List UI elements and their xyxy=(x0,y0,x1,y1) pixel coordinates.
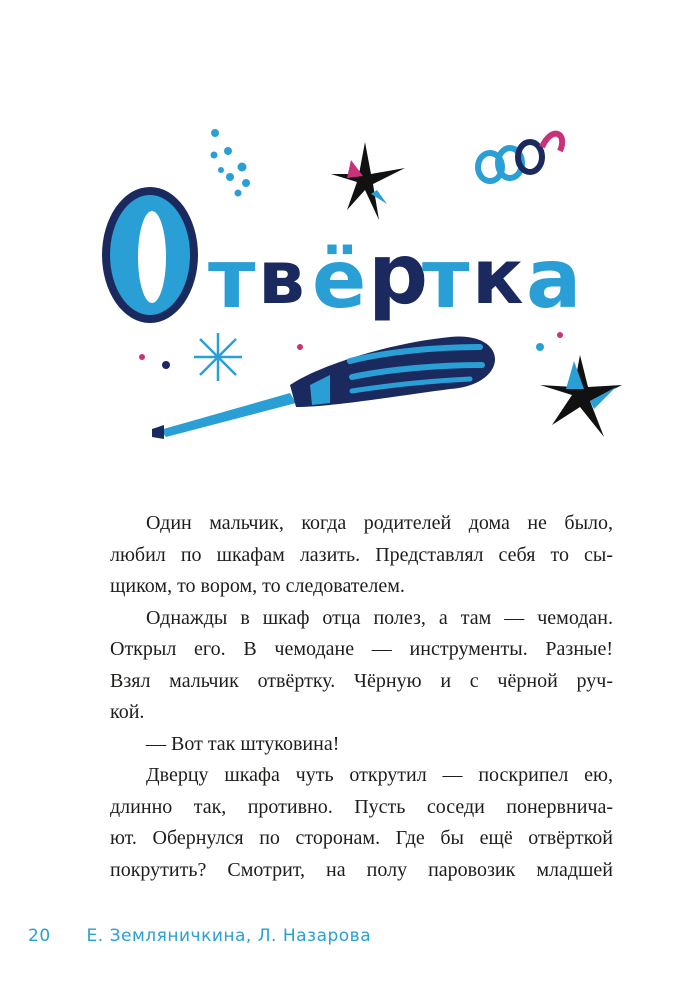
title-lettering xyxy=(102,187,581,327)
page-number: 20 xyxy=(28,926,51,946)
spiral-decoration xyxy=(478,134,562,181)
paragraph-1 xyxy=(110,508,613,603)
letter-k: к xyxy=(472,232,524,321)
letter-a: а xyxy=(526,232,582,327)
page-footer xyxy=(28,926,371,946)
star-decoration-right xyxy=(536,332,622,437)
letter-v: в xyxy=(258,235,305,321)
text-line: — Вот так штуковина! xyxy=(146,732,340,755)
letter-yo: ё xyxy=(312,233,367,326)
text-line: Однажды в шкаф отца полез, а там — чемодан. xyxy=(146,606,613,629)
title-art xyxy=(90,85,650,475)
text-line: Один мальчик, когда родителей дома не было, xyxy=(146,512,613,534)
text-line: Открыл его. В чемодане — инструменты. Разные! xyxy=(110,638,613,660)
screwdriver-icon xyxy=(152,337,495,439)
letter-t2: т xyxy=(422,232,470,327)
letter-r: р xyxy=(368,225,429,323)
star-decoration-top xyxy=(331,142,405,220)
dots-decoration xyxy=(211,129,251,197)
letter-t1: т xyxy=(208,232,256,327)
text-line: ют. Обернулся по сторонам. Где бы ещё отвёрткой xyxy=(110,827,613,849)
story-text xyxy=(110,508,613,886)
sparkle-decoration-left xyxy=(139,333,303,381)
text-line: Дверцу шкафа чуть открутил — поскрипел ею, xyxy=(146,764,613,786)
paragraph-2 xyxy=(110,603,613,729)
paragraph-4 xyxy=(110,760,613,886)
text-line: покрутить? Смотрит, на полу паровозик младшей xyxy=(110,858,613,881)
title-illustration xyxy=(90,85,650,475)
text-line: кой. xyxy=(110,701,145,723)
authors: Е. Земляничкина, Л. Назарова xyxy=(86,926,372,946)
text-line: Взял мальчик отвёртку. Чёрную и с чёрной руч- xyxy=(110,669,613,692)
paragraph-3 xyxy=(110,729,613,761)
text-line: любил по шкафам лазить. Представлял себя то сы- xyxy=(110,543,613,566)
text-line: щиком, то вором, то следователем. xyxy=(110,575,405,597)
text-line: длинно так, противно. Пусть соседи понервнича- xyxy=(110,795,613,818)
